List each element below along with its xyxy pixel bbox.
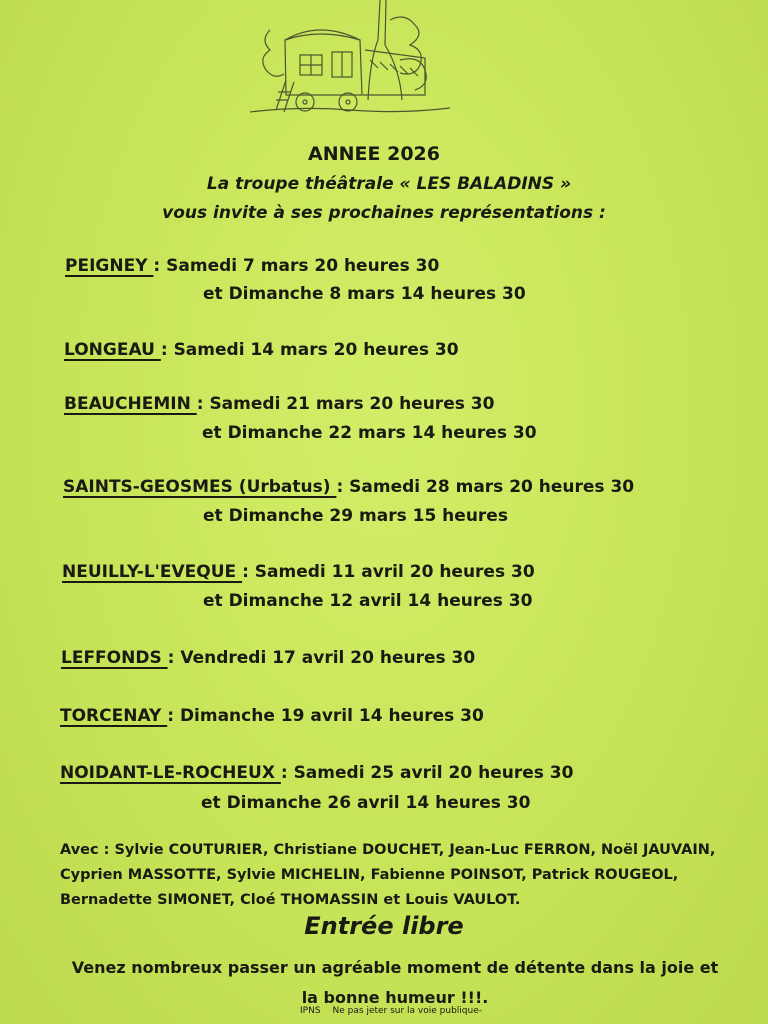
separator: :	[196, 394, 210, 414]
place-name: TORCENAY	[60, 706, 168, 726]
performance-saints-geosmes	[63, 477, 634, 497]
footer	[300, 1006, 494, 1016]
invitation-subtitle: vous invite à ses prochaines représentations :	[162, 203, 606, 223]
separator: :	[242, 562, 255, 582]
separator: :	[280, 763, 294, 783]
ipns-label: IPNS	[300, 1006, 321, 1016]
place-name: LONGEAU	[64, 340, 161, 360]
date-first: Samedi 28 mars 20 heures 30	[349, 477, 635, 497]
separator: :	[336, 477, 350, 497]
performance-longeau	[64, 340, 459, 360]
place-name: PEIGNEY	[65, 256, 154, 276]
performance-leffonds	[61, 648, 475, 668]
performance-neuilly-leveque	[62, 562, 535, 582]
date-first: Samedi 25 avril 20 heures 30	[293, 763, 574, 783]
date-first: Vendredi 17 avril 20 heures 30	[180, 648, 476, 668]
date-second: et Dimanche 8 mars 14 heures 30	[203, 284, 526, 304]
place-name: SAINTS-GEOSMES (Urbatus)	[63, 477, 337, 497]
separator: :	[160, 340, 174, 360]
date-first: Samedi 7 mars 20 heures 30	[166, 256, 440, 276]
date-second: et Dimanche 12 avril 14 heures 30	[203, 591, 533, 611]
free-entry-heading: Entrée libre	[304, 912, 464, 940]
date-second: et Dimanche 26 avril 14 heures 30	[201, 793, 531, 813]
date-first: Samedi 14 mars 20 heures 30	[173, 340, 459, 360]
date-first: Samedi 21 mars 20 heures 30	[209, 394, 495, 414]
page-title-year: ANNEE 2026	[308, 143, 440, 165]
separator: :	[167, 648, 181, 668]
disposal-notice: Ne pas jeter sur la voie publique-	[332, 1006, 482, 1016]
cast-list: Avec : Sylvie COUTURIER, Christiane DOUCHET, Jean-Luc FERRON, Noël JAUVAIN, Cyprien MASSOTTE, Sylvie MICHELIN, Fabienne POINSOT, Patrick ROUGEOL, Bernadette SIMONET, Cloé THOMASSIN et Louis VAULOT.	[60, 842, 716, 908]
performance-noidant-le-rocheux	[60, 763, 573, 783]
performance-peigney	[65, 256, 439, 276]
place-name: BEAUCHEMIN	[64, 394, 197, 414]
date-second: et Dimanche 22 mars 14 heures 30	[202, 423, 537, 443]
performance-beauchemin	[64, 394, 494, 414]
date-first: Dimanche 19 avril 14 heures 30	[179, 706, 484, 726]
place-name: NOIDANT-LE-ROCHEUX	[60, 763, 281, 783]
separator: :	[153, 256, 167, 276]
date-second: et Dimanche 29 mars 15 heures	[203, 506, 508, 526]
date-first: Samedi 11 avril 20 heures 30	[254, 562, 535, 582]
invitation-text: Venez nombreux passer un agréable moment de détente dans la joie et la bonne humeur !!!.	[71, 958, 719, 1007]
separator: :	[167, 706, 180, 726]
troupe-title: La troupe théâtrale « LES BALADINS »	[206, 174, 572, 194]
place-name: LEFFONDS	[61, 648, 168, 668]
caravan-tree-drawing-icon	[250, 0, 450, 125]
place-name: NEUILLY-L'EVEQUE	[62, 562, 243, 582]
performance-torcenay	[60, 706, 484, 726]
